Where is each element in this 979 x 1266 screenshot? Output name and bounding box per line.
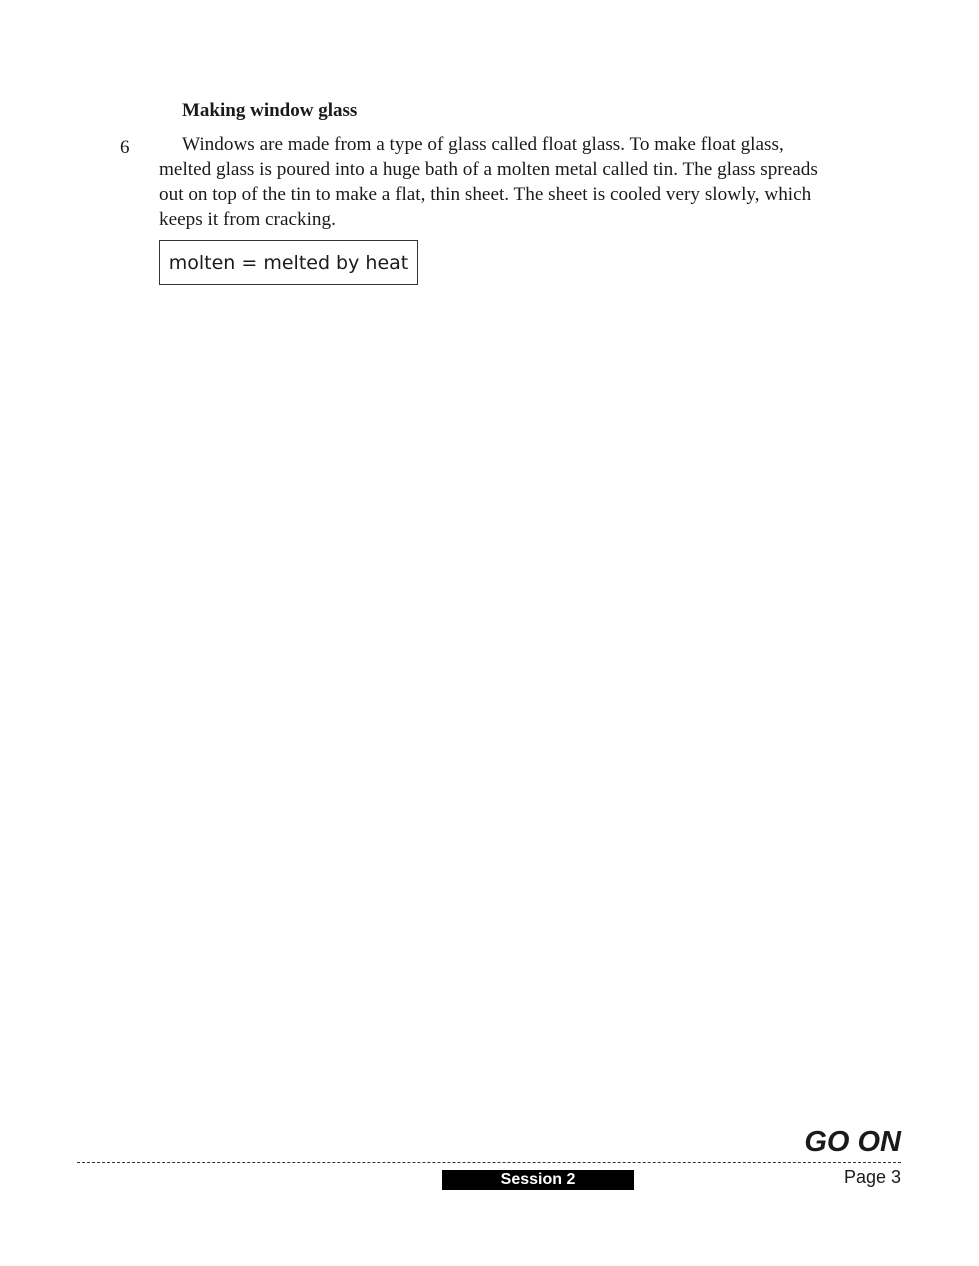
section-heading: Making window glass (182, 100, 358, 121)
paragraph-text: Windows are made from a type of glass called float glass. To make float glass, melted glass is poured into a huge bath of a molten metal called tin. The glass spreads out on top of the tin to make a flat, thin sheet. The sheet is cooled very slowly, which keeps it from cracking. (159, 134, 818, 230)
glossary-box (159, 240, 418, 285)
footer-divider (77, 1162, 901, 1163)
paragraph-number: 6 (120, 137, 130, 158)
session-label: Session 2 (442, 1170, 634, 1190)
glossary-definition: molten = melted by heat (168, 251, 409, 274)
page-number: Page 3 (843, 1167, 901, 1187)
go-on-label: GO ON (804, 1126, 901, 1158)
